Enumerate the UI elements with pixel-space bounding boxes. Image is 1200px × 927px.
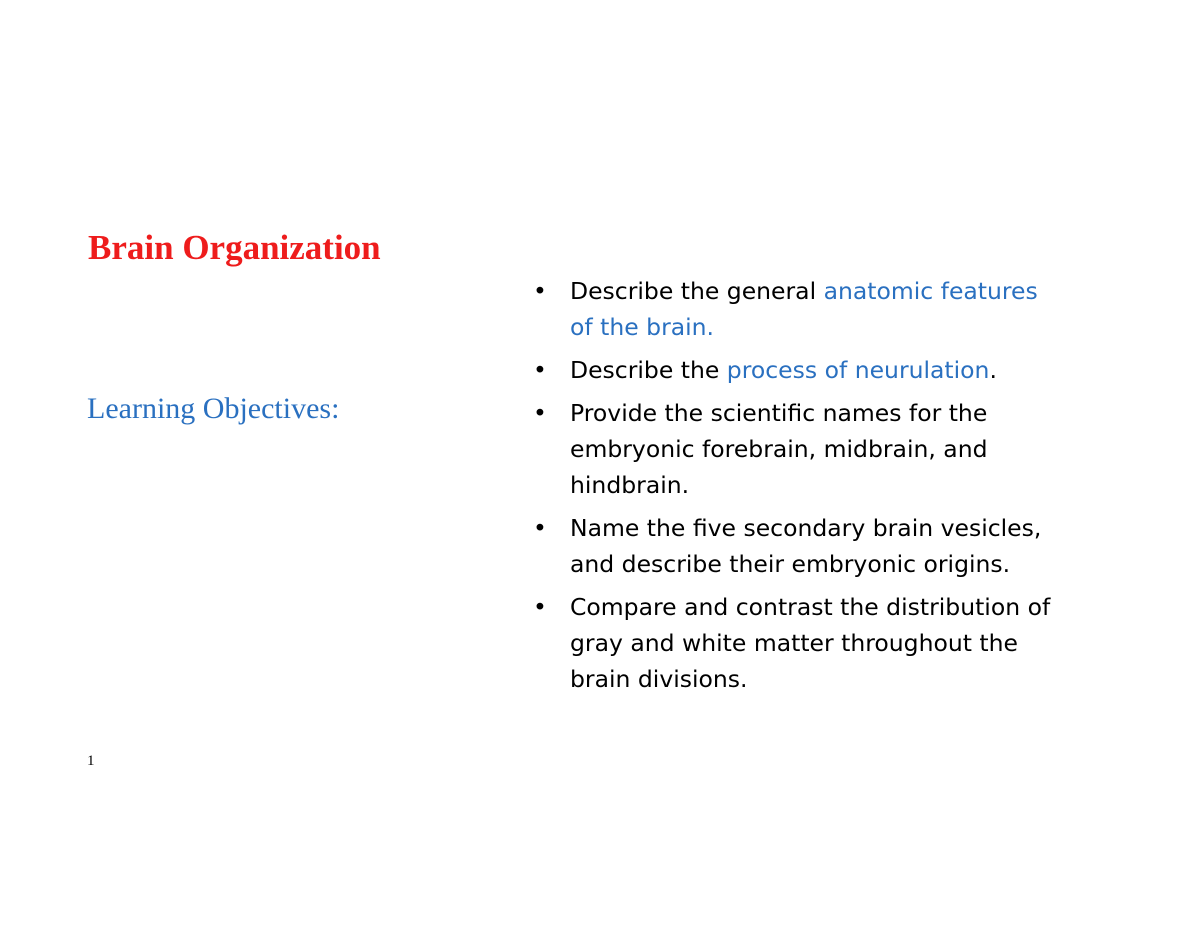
- objective-text: Provide the scientific names for the embryonic forebrain, midbrain, and hindbrain.: [570, 399, 988, 499]
- page-number: 1: [87, 753, 95, 769]
- objective-item: [533, 273, 1053, 345]
- objective-text: Name the five secondary brain vesicles, and describe their embryonic origins.: [570, 514, 1042, 578]
- bullet-icon: •: [533, 514, 547, 542]
- objective-text: Describe the: [570, 356, 727, 384]
- objective-item: [533, 510, 1053, 582]
- learning-objectives-heading: Learning Objectives:: [87, 392, 340, 425]
- objective-text: Describe the general: [570, 277, 824, 305]
- bullet-icon: •: [533, 399, 547, 427]
- objective-highlight: anatomic features of the brain.: [570, 277, 1038, 341]
- objective-highlight: process of neurulation: [726, 356, 990, 384]
- objective-item: [533, 352, 1053, 388]
- objectives-list: [533, 273, 1053, 704]
- slide-title: Brain Organization: [88, 228, 381, 267]
- objective-text-after: .: [989, 356, 997, 384]
- objective-text: Compare and contrast the distribution of gray and white matter throughout the brain divisions.: [570, 593, 1051, 693]
- objective-item: [533, 395, 1053, 503]
- objective-item: [533, 589, 1053, 697]
- bullet-icon: •: [533, 593, 547, 621]
- bullet-icon: •: [533, 356, 547, 384]
- bullet-icon: •: [533, 277, 547, 305]
